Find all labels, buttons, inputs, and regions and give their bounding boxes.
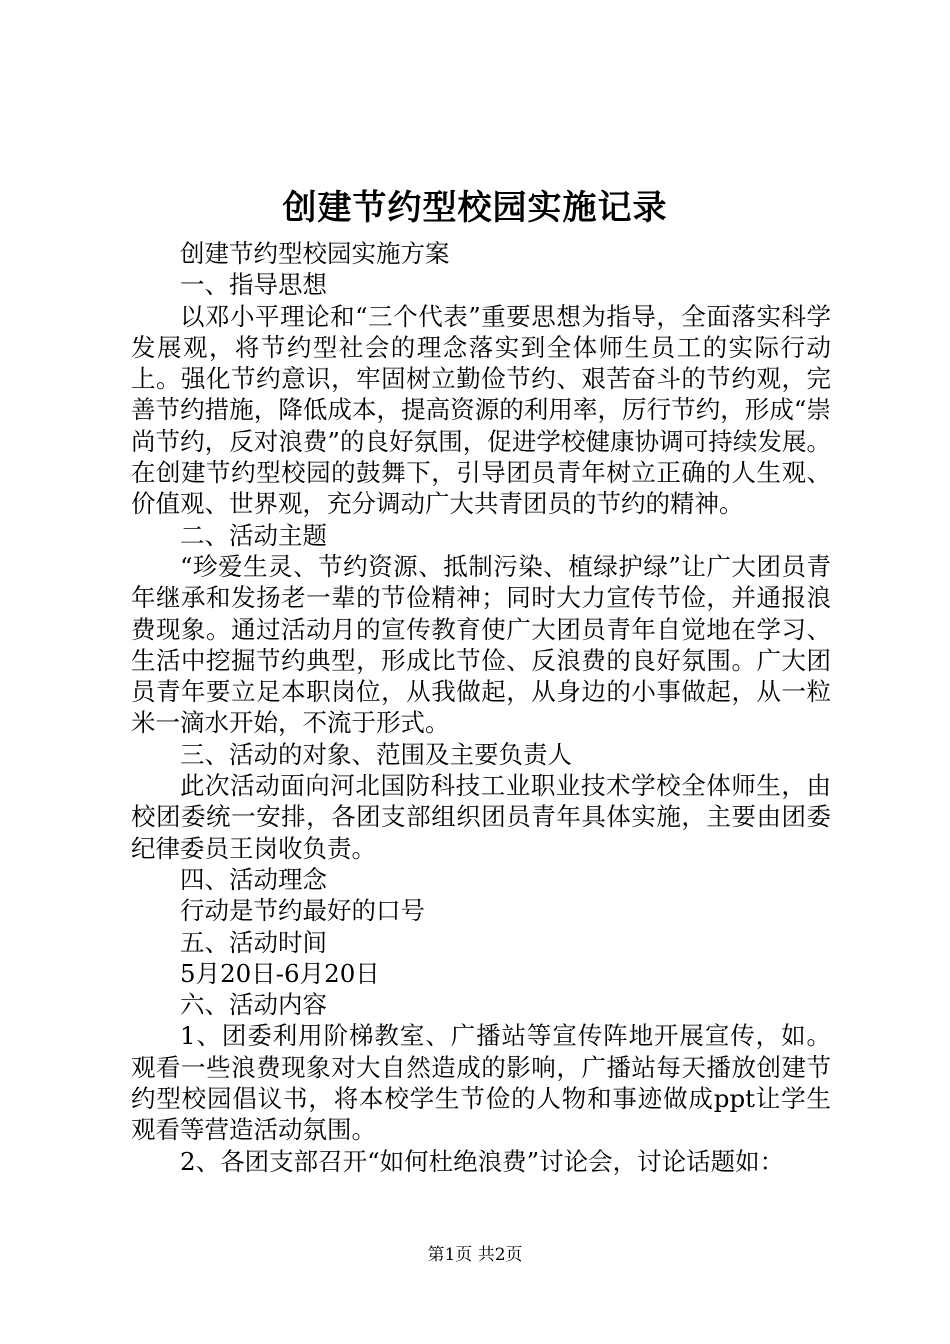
document-title: 创建节约型校园实施记录 (282, 188, 668, 228)
page-footer: 第1页 共2页 (427, 1245, 523, 1265)
paragraph-activity-time: 5月20日-6月20日 (180, 958, 380, 988)
plan-heading: 创建节约型校园实施方案 (180, 239, 450, 268)
section-heading-activity-scope: 三、活动的对象、范围及主要负责人 (180, 739, 572, 769)
paragraph-activity-concept: 行动是节约最好的口号 (180, 896, 425, 926)
document-body (131, 238, 831, 1177)
section-heading-activity-concept: 四、活动理念 (180, 864, 327, 894)
section-heading-guiding-ideology: 一、指导思想 (180, 270, 327, 300)
paragraph-activity-theme: “珍爱生灵、节约资源、抵制污染、植绿护绿”让广大团员青年继承和发扬老一辈的节俭精神；同时大力宣传节俭，并通报浪费现象。通过活动月的宣传教育使广大团员青年自觉地在学习、生活中挖掘节约典型，形成比节俭、反浪费的良好氛围。广大团员青年要立足本职岗位，从我做起，从身边的小事做起，从一粒米一滴水开始，不流于形式。 (131, 551, 831, 738)
paragraph-activity-scope: 此次活动面向河北国防科技工业职业技术学校全体师生，由校团委统一安排，各团支部组织团员青年具体实施，主要由团委纪律委员王岗收负责。 (131, 771, 831, 863)
paragraph-guiding-ideology: 以邓小平理论和“三个代表”重要思想为指导，全面落实科学发展观，将节约型社会的理念落实到全体师生员工的实际行动上。强化节约意识，牢固树立勤俭节约、艰苦奋斗的节约观，完善节约措施，降低成本，提高资源的利用率，厉行节约，形成“崇尚节约，反对浪费”的良好氛围，促进学校健康协调可持续发展。在创建节约型校园的鼓舞下，引导团员青年树立正确的人生观、价值观、世界观，充分调动广大共青团员的节约的精神。 (131, 301, 831, 519)
section-heading-activity-content: 六、活动内容 (180, 990, 327, 1020)
section-heading-activity-theme: 二、活动主题 (180, 520, 327, 550)
paragraph-content-item-2: 2、各团支部召开“如何杜绝浪费”讨论会，讨论话题如： (180, 1146, 785, 1176)
section-heading-activity-time: 五、活动时间 (180, 927, 327, 957)
paragraph-content-item-1: 1、团委利用阶梯教室、广播站等宣传阵地开展宣传，如。观看一些浪费现象对大自然造成的影响，广播站每天播放创建节约型校园倡议书，将本校学生节俭的人物和事迹做成ppt让学生观看等营造活动氛围。 (131, 1021, 831, 1145)
